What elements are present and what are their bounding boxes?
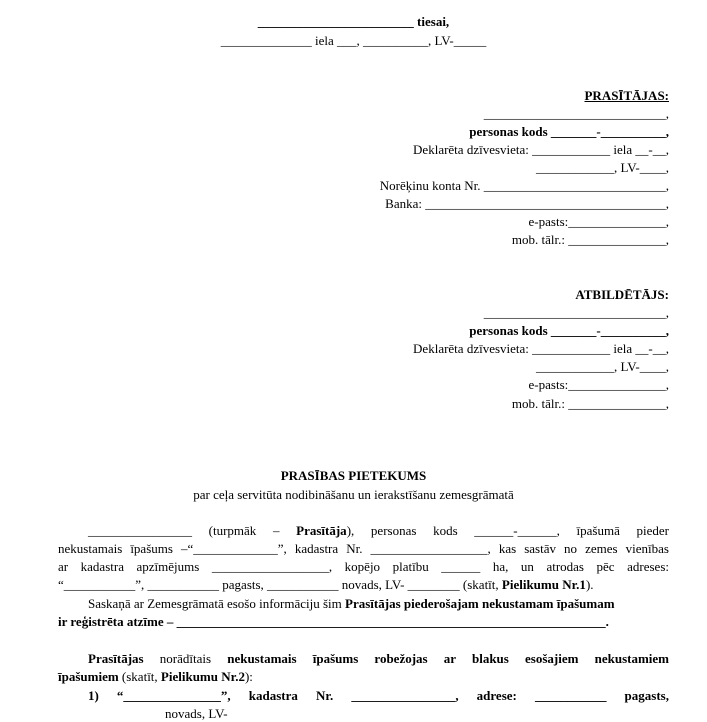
defendant-name-line: ____________________________,: [483, 305, 669, 320]
court-line: ________________________ tiesai,: [257, 14, 450, 29]
plaintiff-account: Norēķinu konta Nr. ____________________________,: [379, 178, 669, 193]
plaintiff-email: e-pasts:_______________,: [528, 214, 669, 229]
defendant-phone: mob. tālr.: _______________,: [511, 396, 669, 411]
paragraph-2-line-1: [88, 596, 615, 612]
defendant-personal-code: personas kods _______-__________,: [469, 323, 669, 338]
plaintiff-phone: mob. tālr.: _______________,: [511, 232, 669, 247]
text-span: norādītais: [143, 651, 228, 666]
paragraph-3-line-2: [58, 669, 253, 685]
list-item-1: 1) “_______________”, kadastra Nr. ________________, adrese: ___________ pagasts,: [88, 688, 669, 703]
plaintiff-name-line: ____________________________,: [483, 106, 669, 121]
paragraph-1-line-2: nekustamais īpašums –“_____________”, kadastra Nr. __________________, kas sastāv no zemes vienības: [58, 541, 669, 556]
paragraph-1-line-4: [58, 577, 594, 593]
blank-line: __________________________________________________________________.: [176, 614, 609, 629]
plaintiff-residence: Deklarēta dzīvesvieta: ____________ iela __-__,: [413, 142, 669, 157]
plaintiff-bank: Banka: _____________________________________,: [385, 196, 669, 211]
plaintiff-residence-city: ____________, LV-____,: [535, 160, 669, 175]
defendant-residence: Deklarēta dzīvesvieta: ____________ iela __-__,: [413, 341, 669, 356]
text-span: ), personas kods ______-______, īpašumā pieder: [346, 523, 669, 538]
bold-text: Prasītājas piederošajam nekustamam īpašumam: [345, 596, 615, 611]
court-address: ______________ iela ___, __________, LV-_____: [220, 33, 487, 48]
document-subtitle: par ceļa servitūta nodibināšanu un ierakstīšanu zemesgrāmatā: [193, 487, 514, 502]
paragraph-2-line-2: [58, 614, 609, 630]
paragraph-1-line-3: ar kadastra apzīmējums __________________, kopējo platību ______ ha, un atrodas pēc adreses:: [58, 559, 669, 574]
defendant-heading: ATBILDĒTĀJS:: [575, 287, 669, 302]
attachment-ref: Pielikumu Nr.1: [501, 577, 586, 592]
text-span: ):: [244, 669, 253, 684]
text-span: “___________”, ___________ pagasts, ___________ novads, LV- ________ (skatīt,: [58, 577, 502, 592]
text-span: (skatīt,: [118, 669, 161, 684]
text-span: ________________ (turpmāk –: [88, 523, 297, 538]
defendant-residence-city: ____________, LV-____,: [535, 359, 669, 374]
attachment-ref: Pielikumu Nr.2: [160, 669, 245, 684]
bold-text: īpašumiem: [58, 669, 119, 684]
text-span: ir reģistrēta atzīme –: [58, 614, 177, 629]
document-title: PRASĪBAS PIETEKUMS: [280, 468, 427, 483]
plaintiff-term: Prasītāja: [296, 523, 347, 538]
paragraph-1-line-1: [88, 523, 669, 539]
plaintiff-heading: PRASĪTĀJAS:: [584, 88, 669, 103]
plaintiff-personal-code: personas kods _______-__________,: [469, 124, 669, 139]
paragraph-3-line-1: [88, 651, 669, 667]
text-span: ).: [585, 577, 594, 592]
text-span: Saskaņā ar Zemesgrāmatā esošo informāciju šim: [88, 596, 346, 611]
defendant-email: e-pasts:_______________,: [528, 377, 669, 392]
list-item-1-continued: novads, LV-: [165, 706, 228, 721]
plaintiff-term: Prasītājas: [88, 651, 144, 666]
bold-text: nekustamais īpašums robežojas ar blakus esošajiem nekustamiem: [227, 651, 669, 666]
